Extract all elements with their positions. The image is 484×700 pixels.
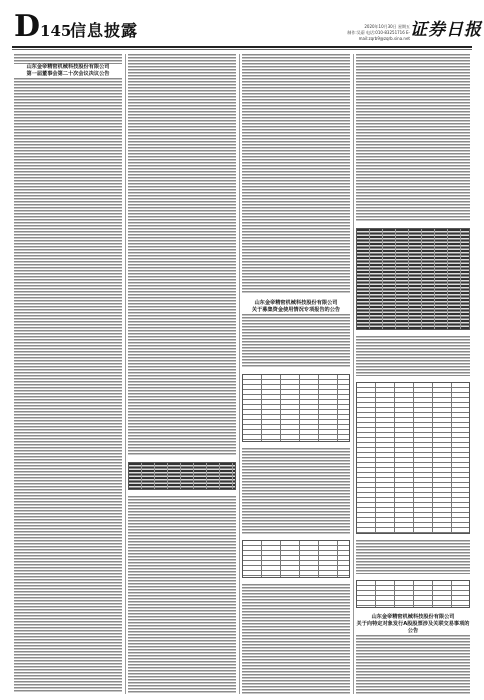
article-1-title: 第一届董事会第二十次会议决议公告 [26, 71, 110, 77]
column-divider [353, 54, 354, 694]
text-block [356, 54, 470, 222]
column-2 [128, 54, 236, 694]
shareholder-table [356, 228, 470, 330]
text-block [128, 496, 236, 694]
article-2-body [242, 314, 350, 368]
fund-usage-table [242, 374, 350, 442]
column-3 [242, 54, 350, 694]
column-divider [239, 54, 240, 694]
section-title: 信息披露 [70, 21, 139, 40]
text-block [14, 54, 122, 64]
dateline [300, 24, 410, 42]
article-3-title: 关于向特定对象发行A股股票涉及关联交易事项的公告 [356, 621, 470, 634]
article-2-company: 山东金帝精密机械科技股份有限公司 [254, 300, 338, 306]
article-1-body [14, 78, 122, 692]
column-divider [125, 54, 126, 694]
header-rule [12, 46, 472, 48]
article-3-company: 山东金帝精密机械科技股份有限公司 [371, 614, 455, 620]
column-4 [356, 54, 470, 694]
article-2-title: 关于募集资金使用情况专项报告的公告 [251, 307, 341, 313]
text-block [242, 584, 350, 694]
column-1 [14, 54, 122, 694]
text-block [356, 540, 470, 574]
newspaper-logo: 证券日报 [410, 20, 482, 40]
masthead [0, 0, 484, 48]
text-block [128, 54, 236, 456]
related-party-table [356, 382, 470, 534]
data-table [356, 580, 470, 608]
text-block [242, 448, 350, 534]
page-letter: D [14, 9, 41, 44]
article-2-headline [242, 300, 350, 314]
text-block [242, 54, 350, 294]
page-number: 145 [40, 22, 72, 40]
header-rule-thin [12, 49, 472, 50]
issue-date: 2020年10月30日 星期五 [364, 24, 410, 29]
contact-line: 制作:吴蔚 电话:010-83251716 E-mail:zqrb9@zqrb.sina.net [347, 30, 410, 41]
text-block [356, 336, 470, 376]
article-3-body [356, 635, 470, 694]
data-table [242, 540, 350, 578]
article-1-company: 山东金帝精密机械科技股份有限公司 [26, 64, 110, 70]
article-1-headline [14, 64, 122, 78]
page-code [14, 9, 72, 44]
article-3-headline [356, 614, 470, 635]
data-table [128, 462, 236, 490]
